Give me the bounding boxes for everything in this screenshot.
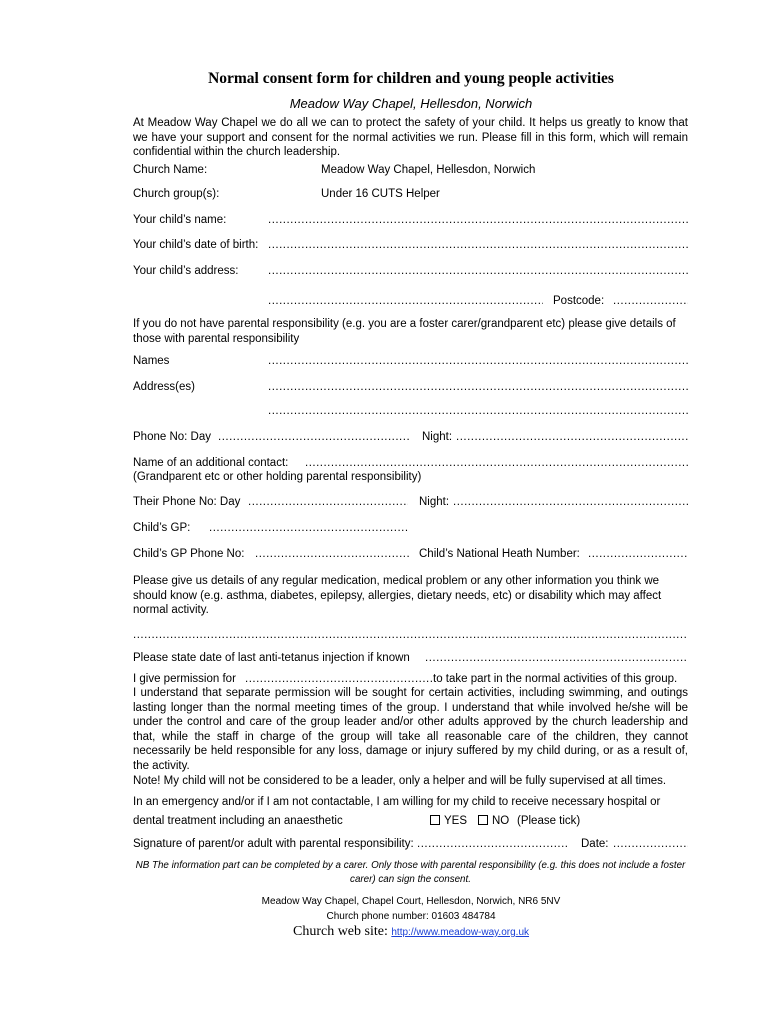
church-groups-value: Under 16 CUTS Helper — [321, 188, 440, 200]
no-option — [476, 815, 509, 827]
child-dob-field[interactable] — [268, 239, 688, 251]
yes-checkbox[interactable] — [430, 815, 440, 825]
child-address-label: Your child’s address: — [133, 265, 239, 277]
postcode-label: Postcode: — [553, 295, 605, 307]
child-name-label: Your child’s name: — [133, 214, 227, 226]
date-field[interactable] — [613, 838, 688, 850]
gp-row — [133, 522, 688, 537]
child-address-field-2[interactable] — [268, 295, 543, 307]
addresses-row — [133, 381, 688, 396]
additional-contact-note-row — [133, 471, 688, 486]
form-subtitle: Meadow Way Chapel, Hellesdon, Norwich — [289, 96, 533, 111]
their-phone-night-field[interactable] — [453, 496, 688, 508]
names-field[interactable] — [268, 355, 688, 367]
additional-contact-note: (Grandparent etc or other holding parental responsibility) — [133, 471, 422, 483]
intro-paragraph: At Meadow Way Chapel we do all we can to protect the safety of your child. It helps us greatly to know that we have your support and consent for the normal activities we run. Please fill in this form, which will remain confidential within the church leadership. — [133, 117, 688, 158]
note-text: Note! My child will not be considered to be a leader, only a helper and will be fully supervised at all times. — [133, 775, 667, 787]
their-night-label: Night: — [419, 496, 450, 508]
church-groups-label: Church group(s): — [133, 188, 220, 200]
date-label: Date: — [581, 838, 609, 850]
addresses-label: Address(es) — [133, 381, 195, 393]
permission-end: to take part in the normal activities of this group. — [433, 673, 678, 685]
gp-phone-row — [133, 548, 688, 563]
emergency-row-2 — [133, 815, 688, 830]
emergency-line-1: In an emergency and/or if I am not contactable, I am willing for my child to receive necessary hospital or — [133, 796, 661, 808]
phone-row — [133, 431, 688, 446]
web-site-label: Church web site: — [292, 924, 388, 939]
please-tick: (Please tick) — [517, 815, 581, 827]
emergency-line-2: dental treatment including an anaesthetic — [133, 815, 343, 827]
night-label: Night: — [422, 431, 453, 443]
medical-field[interactable] — [133, 629, 688, 641]
medical-paragraph: Please give us details of any regular medication, medical problem or any other information you think we should know (e.g. asthma, diabetes, epilepsy, allergies, dietary needs, etc) or disability which may affect normal activity. — [133, 575, 662, 616]
no-label: NO — [492, 815, 510, 827]
web-site-link[interactable]: http://www.meadow-way.org.uk — [391, 927, 530, 938]
note-row — [133, 775, 688, 790]
gp-phone-field[interactable] — [255, 548, 409, 560]
addresses-field-2[interactable] — [268, 405, 688, 417]
childs-gp-field[interactable] — [209, 522, 409, 534]
nhs-number-label: Child’s National Heath Number: — [419, 548, 580, 560]
child-name-row — [133, 214, 688, 229]
web-site-line — [0, 924, 770, 940]
their-phone-day-label: Their Phone No: Day — [133, 496, 241, 508]
footer-phone: Church phone number: 01603 484784 — [326, 911, 496, 922]
postcode-row — [133, 295, 688, 310]
addresses-row-2 — [133, 405, 688, 420]
child-dob-row — [133, 239, 688, 254]
tetanus-field[interactable] — [425, 652, 688, 664]
child-dob-label: Your child’s date of birth: — [133, 239, 259, 251]
emergency-row-1 — [133, 796, 688, 811]
form-title: Normal consent form for children and young people activities — [208, 70, 614, 87]
names-label: Names — [133, 355, 170, 367]
gp-phone-label: Child’s GP Phone No: — [133, 548, 245, 560]
tetanus-row — [133, 652, 688, 667]
nhs-number-field[interactable] — [588, 548, 688, 560]
permission-child-field[interactable] — [245, 673, 433, 685]
additional-contact-label: Name of an additional contact: — [133, 457, 289, 469]
addresses-field[interactable] — [268, 381, 688, 393]
church-name-label: Church Name: — [133, 164, 208, 176]
church-name-value: Meadow Way Chapel, Hellesdon, Norwich — [321, 164, 536, 176]
tetanus-label: Please state date of last anti-tetanus injection if known — [133, 652, 410, 664]
church-groups-row — [133, 188, 688, 203]
childs-gp-label: Child’s GP: — [133, 522, 191, 534]
child-name-field[interactable] — [268, 214, 688, 226]
signature-label: Signature of parent/or adult with parental responsibility: — [133, 838, 414, 850]
permission-start: I give permission for — [133, 673, 236, 685]
their-phone-day-field[interactable] — [248, 496, 408, 508]
church-name-row — [133, 164, 688, 179]
names-row — [133, 355, 688, 370]
medical-row — [133, 629, 688, 644]
no-parental-paragraph: If you do not have parental responsibility (e.g. you are a foster carer/grandparent etc) please give details of those with parental responsibility — [133, 318, 676, 345]
footer-address: Meadow Way Chapel, Chapel Court, Hellesdon, Norwich, NR6 5NV — [261, 896, 561, 907]
yes-option — [428, 815, 467, 827]
no-checkbox[interactable] — [478, 815, 488, 825]
additional-contact-row — [133, 457, 688, 472]
child-address-row — [133, 265, 688, 280]
permission-body: I understand that separate permission will be sought for certain activities, including swimming, and outings lasting longer than the normal meeting times of the group. I understand that while involved he/she will be under the control and care of the group leader and/or other adults approved by the church leadership and that, while the staff in charge of the group will take all reasonable care of the children, they cannot necessarily be held responsible for any loss, damage or injury suffered by my child during, or as a result of, the activity. — [133, 687, 688, 772]
signature-row — [133, 838, 688, 853]
postcode-field[interactable] — [613, 295, 688, 307]
phone-day-label: Phone No: Day — [133, 431, 211, 443]
signature-field[interactable] — [417, 838, 569, 850]
phone-day-field[interactable] — [218, 431, 410, 443]
phone-night-field[interactable] — [456, 431, 688, 443]
their-phone-row — [133, 496, 688, 511]
child-address-field[interactable] — [268, 265, 688, 277]
nb-note: NB The information part can be completed by a carer. Only those with parental responsibility (e.g. this does not include a foster carer) can sign the consent. — [135, 860, 686, 885]
yes-label: YES — [444, 815, 468, 827]
additional-contact-field[interactable] — [305, 457, 688, 469]
